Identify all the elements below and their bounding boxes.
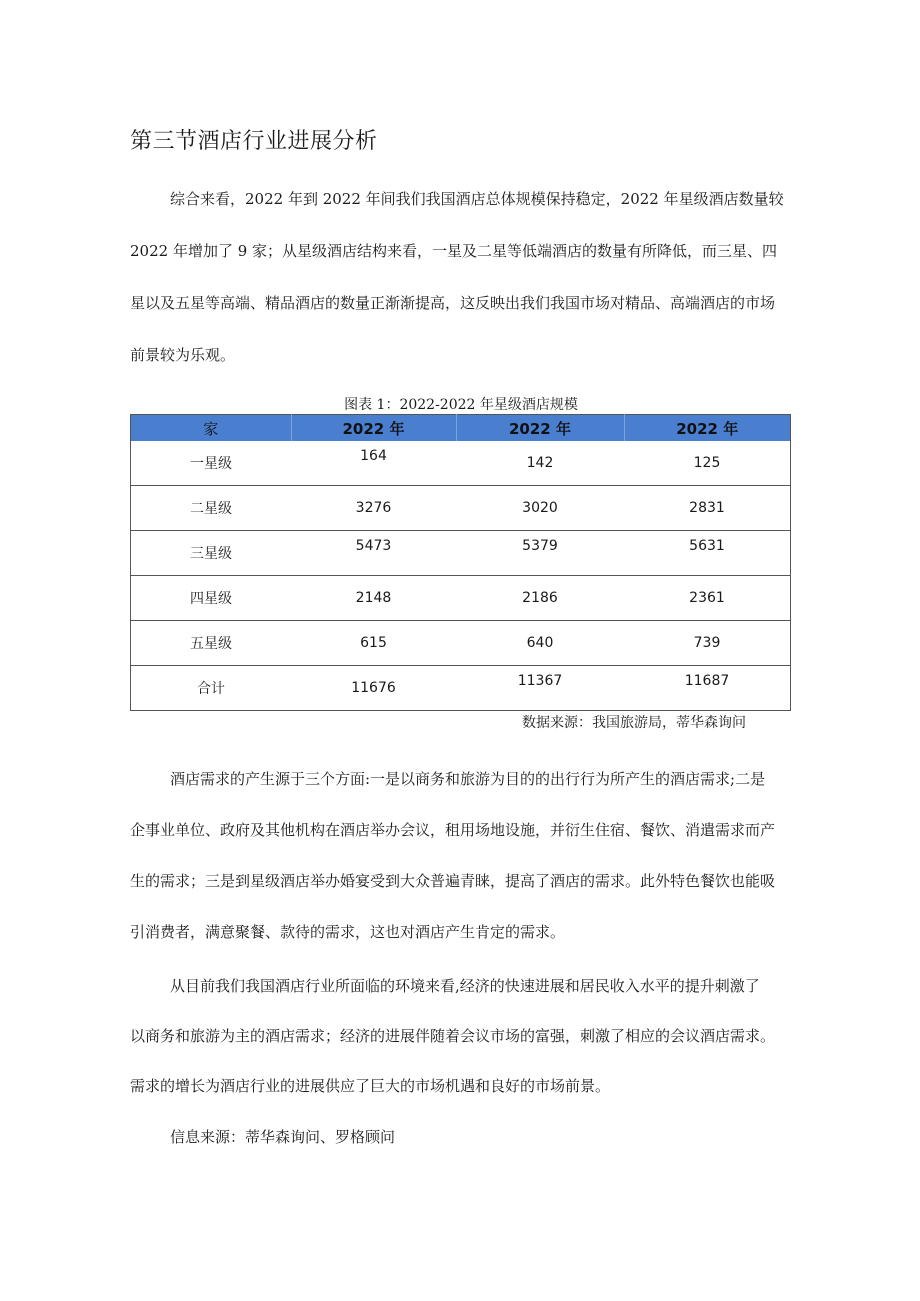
info-source-note: 信息来源：蒂华森询问、罗格顾问 [170,1128,396,1146]
row-label: 合计 [131,666,292,711]
paragraph-line: 前景较为乐观。 [130,346,236,364]
table-caption: 图表 1：2022-2022 年星级酒店规模 [344,397,578,413]
table-cell: 2186 [456,576,624,621]
section-heading: 第三节酒店行业进展分析 [130,129,378,154]
cell-value: 11367 [517,673,563,689]
table-cell: 142 [526,455,554,471]
paragraph-line: 2022 年增加了 9 家；从星级酒店结构来看，一星及二星等低端酒店的数量有所降低，而三星、四 [130,242,778,260]
paragraph-line: 企事业单位、政府及其他机构在酒店举办会议，租用场地设施，并衍生住宿、餐饮、消遣需求而产 [130,821,776,839]
paragraph-line: 综合来看，2022 年到 2022 年间我们我国酒店总体规模保持稳定，2022 年星级酒店数量较 [170,190,784,208]
table-cell: 2361 [624,576,791,621]
table-cell: 125 [693,455,721,471]
table-cell: 2831 [624,486,791,531]
paragraph-line: 从目前我们我国酒店行业所面临的环境来看,经济的快速进展和居民收入水平的提升刺激了 [170,977,760,995]
header-cell-year: 2022 年 [456,415,624,442]
table-cell [624,531,791,576]
row-label: 五星级 [131,621,292,666]
table-row-total [131,666,791,711]
paragraph-line: 需求的增长为酒店行业的进展供应了巨大的市场机遇和良好的市场前景。 [130,1077,611,1095]
data-source-note: 数据来源：我国旅游局，蒂华森询问 [522,715,746,731]
paragraph-line: 星以及五星等高端、精品酒店的数量正渐渐提高，这反映出我们我国市场对精品、高端酒店的市场 [130,294,776,312]
row-label: 三星级 [131,531,292,576]
row-label: 二星级 [131,486,292,531]
paragraph-line: 引消费者，满意聚餐、款待的需求，这也对酒店产生肯定的需求。 [130,923,566,941]
table-cell: 739 [624,621,791,666]
table-cell [291,531,456,576]
table-cell: 3276 [291,486,456,531]
header-cell-year: 2022 年 [291,415,456,442]
table-row [131,621,791,666]
header-cell-unit: 家 [131,415,292,442]
header-cell-year: 2022 年 [624,415,791,442]
table-cell: 640 [456,621,624,666]
table-row [131,486,791,531]
table-cell: 11676 [291,666,456,711]
table-cell: 2148 [291,576,456,621]
cell-value: 5631 [689,538,725,554]
info-source-block [130,1122,792,1174]
table-cell [624,666,791,711]
table-cell [456,531,624,576]
table-row [131,531,791,576]
environment-paragraph [130,971,792,1121]
table-cell [456,666,624,711]
intro-paragraph [130,184,792,392]
table-cell [291,441,456,486]
table-header-row [131,415,791,442]
cell-value: 5379 [522,538,558,554]
table-row [131,441,791,486]
cell-value: 11687 [684,673,730,689]
cell-value: 5473 [355,538,392,554]
row-label: 四星级 [131,576,292,621]
table-cell: 615 [291,621,456,666]
hotel-scale-table [130,414,791,711]
paragraph-line: 以商务和旅游为主的酒店需求；经济的进展伴随着会议市场的富强，刺激了相应的会议酒店需求。 [130,1027,776,1045]
table-cell: 3020 [456,486,624,531]
cell-value: 164 [360,448,387,464]
paragraph-line: 生的需求；三是到星级酒店举办婚宴受到大众普遍青睐，提高了酒店的需求。此外特色餐饮也能吸 [130,872,776,890]
row-label: 一星级 [190,456,232,472]
paragraph-line: 酒店需求的产生源于三个方面:一是以商务和旅游为目的的出行行为所产生的酒店需求;二是 [170,770,766,788]
demand-paragraph [130,764,792,968]
table-row [131,576,791,621]
